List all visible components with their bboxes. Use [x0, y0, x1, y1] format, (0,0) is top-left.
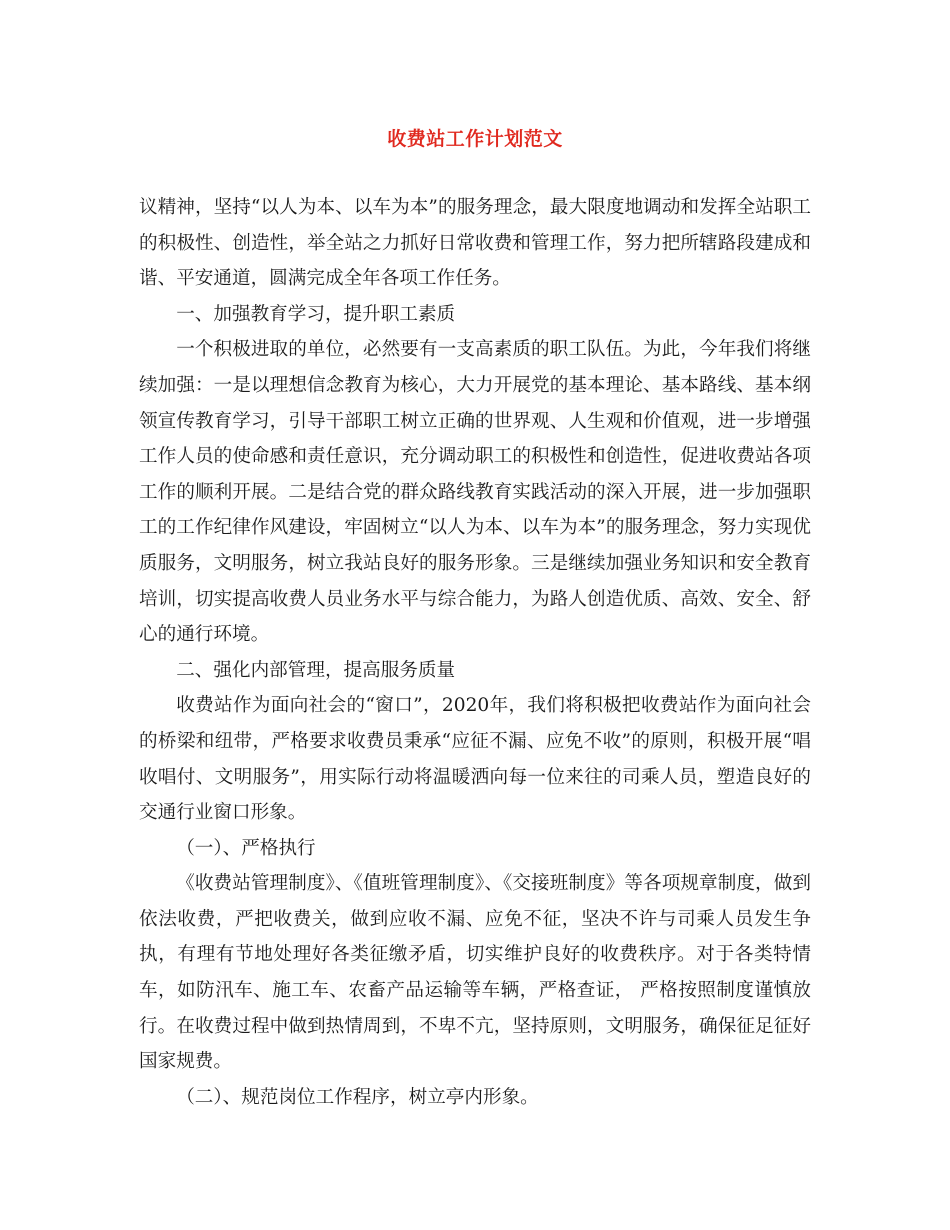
paragraph: 《收费站管理制度》、《值班管理制度》、《交接班制度》等各项规章制度，做到依法收费，严把收费关，做到应收不漏、应免不征，坚决不许与司乘人员发生争执，有理有节地处理好各类征缴矛盾，切实维护良好的收费秩序。对于各类特情车，如防汛车、施工车、农畜产品运输等车辆，严格查证， 严格按照制度谨慎放行。在收费过程中做到热情周到，不卑不亢，坚持原则，文明服务，确保征足征好国家规费。 [139, 873, 811, 1073]
paragraph: （一）、严格执行 [176, 837, 316, 859]
paragraph: 议精神，坚持“以人为本、以车为本”的服务理念，最大限度地调动和发挥全站职工的积极性、创造性，举全站之力抓好日常收费和管理工作，努力把所辖路段建成和谐、平安通道，圆满完成全年各项工作任务。 [139, 197, 811, 290]
paragraph: 二、强化内部管理，提高服务质量 [176, 659, 456, 681]
paragraph: 一个积极进取的单位，必然要有一支高素质的职工队伍。为此，今年我们将继续加强：一是以理想信念教育为核心，大力开展党的基本理论、基本路线、基本纲领宣传教育学习，引导干部职工树立正确的世界观、人生观和价值观，进一步增强工作人员的使命感和责任意识，充分调动职工的积极性和创造性，促进收费站各项工作的顺利开展。二是结合党的群众路线教育实践活动的深入开展，进一步加强职工的工作纪律作风建设，牢固树立“以人为本、以车为本”的服务理念，努力实现优质服务，文明服务，树立我站良好的服务形象。三是继续加强业务知识和安全教育培训，切实提高收费人员业务水平与综合能力，为路人创造优质、高效、安全、舒心的通行环境。 [139, 339, 811, 646]
paragraph: 一、加强教育学习，提升职工素质 [176, 303, 456, 325]
paragraph: （二）、规范岗位工作程序，树立亭内形象。 [176, 1086, 539, 1108]
paragraph: 收费站作为面向社会的“窗口”，2020年，我们将积极把收费站作为面向社会的桥梁和纽带，严格要求收费员秉承“应征不漏、应免不收”的原则，积极开展“唱收唱付、文明服务”，用实际行动将温暖洒向每一位来往的司乘人员，塑造良好的交通行业窗口形象。 [139, 695, 811, 824]
document-body [139, 190, 811, 1115]
document-title: 收费站工作计划范文 [387, 128, 563, 150]
